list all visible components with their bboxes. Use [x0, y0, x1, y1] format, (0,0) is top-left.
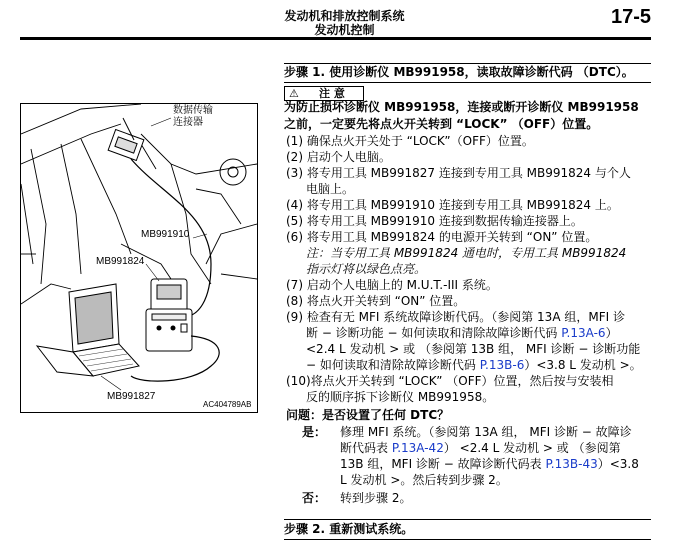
step1-item-6: (6) 将专用工具 MB991824 的电源开关转到 “ON” 位置。: [286, 230, 598, 244]
header-title: 发动机和排放控制系统: [284, 9, 405, 23]
step1-item-4: (4) 将专用工具 MB991910 连接到专用工具 MB991824 上。: [286, 198, 619, 212]
step1-note-1: 注：当专用工具 MB991824 通电时，专用工具 MB991824: [306, 246, 627, 260]
step1-item-5: (5) 将专用工具 MB991910 连接到数据传输连接器上。: [286, 214, 583, 228]
yes-line2: [340, 440, 621, 456]
no-text: 转到步骤 2。: [340, 491, 412, 505]
header-rule: [20, 37, 651, 40]
step1-item-2: (2) 启动个人电脑。: [286, 150, 391, 164]
link-p13b-6[interactable]: P.13B-6: [479, 358, 525, 372]
figure-label-mb991827: MB991827: [107, 391, 156, 402]
step1-item-1: (1) 确保点火开关处于 “LOCK”（OFF）位置。: [286, 134, 534, 148]
step1-heading: 步骤 1. 使用诊断仪 MB991958，读取故障诊断代码 （DTC）。: [284, 65, 634, 79]
link-p13a-42[interactable]: P.13A-42: [391, 441, 444, 455]
caution-line-1: 为防止损坏诊断仪 MB991958，连接或断开诊断仪 MB991958: [284, 100, 639, 114]
figure-label-connector: [173, 105, 213, 129]
figure-label-mb991910: MB991910: [141, 229, 190, 240]
step2-top-rule: [284, 519, 651, 520]
warning-icon: ⚠: [289, 87, 299, 100]
link-p13b-43[interactable]: P.13B-43: [545, 457, 598, 471]
item9-text-b: ）: [605, 326, 618, 340]
yes-line3: [340, 456, 639, 472]
step1-item-3-cont: 电脑上。: [306, 182, 355, 196]
figure-label-connector-line1: 数据传输: [173, 105, 213, 116]
diagnostic-connection-figure: [20, 103, 258, 413]
yes-label: 是：: [302, 425, 327, 439]
step1-note-2: 指示灯将以绿色点亮。: [306, 262, 427, 276]
step1-item-10-line2: 反的顺序拆下诊断仪 MB991958。: [306, 390, 495, 404]
yes-text-b: ） <2.4 L 发动机 > 或 （参阅第: [443, 441, 621, 455]
question: 问题：是否设置了任何 DTC？: [286, 408, 450, 422]
step2-bottom-rule: [284, 539, 651, 540]
header-subtitle: 发动机控制: [314, 23, 375, 37]
no-label: 否：: [302, 491, 327, 505]
figure-label-mb991824: MB991824: [96, 256, 145, 267]
step1-item-10-line1: (10)将点火开关转到 “LOCK” （OFF）位置，然后按与安装相: [286, 374, 614, 388]
link-p13a-6[interactable]: P.13A-6: [561, 326, 606, 340]
step1-item-8: (8) 将点火开关转到 “ON” 位置。: [286, 294, 466, 308]
caution-label: 注 意: [319, 87, 345, 100]
yes-text-d: ）<3.8: [597, 457, 639, 471]
item9-text-c: − 如何读取和清除故障诊断代码: [306, 358, 480, 372]
yes-text-c: 13B 组，MFI 诊断 − 故障诊断代码表: [340, 457, 546, 471]
caution-line-2: 之前，一定要先将点火开关转到 “LOCK” （OFF）位置。: [284, 117, 599, 131]
yes-line1: 修理 MFI 系统。（参阅第 13A 组， MFI 诊断 − 故障诊: [340, 425, 632, 439]
page-number: 17-5: [610, 6, 651, 28]
step1-bottom-rule: [284, 82, 651, 83]
item9-text-a: 断 − 诊断功能 − 如何读取和清除故障诊断代码: [306, 326, 562, 340]
figure-code: AC404789AB: [203, 400, 252, 409]
step1-item-7: (7) 启动个人电脑上的 M.U.T.-III 系统。: [286, 278, 498, 292]
step2-heading: 步骤 2. 重新测试系统。: [284, 522, 414, 536]
yes-line4: L 发动机 >。然后转到步骤 2。: [340, 473, 508, 487]
figure-label-connector-line2: 连接器: [173, 117, 203, 128]
step1-item-3: (3) 将专用工具 MB991827 连接到专用工具 MB991824 与个人: [286, 166, 631, 180]
step1-item-9-line4: [306, 357, 642, 373]
step1-item-9-line1: (9) 检查有无 MFI 系统故障诊断代码。（参阅第 13A 组，MFI 诊: [286, 310, 625, 324]
step1-item-9-line3: <2.4 L 发动机 > 或 （参阅第 13B 组， MFI 诊断 − 诊断功能: [306, 342, 641, 356]
yes-text-a: 断代码表: [340, 441, 392, 455]
item9-text-d: ）<3.8 L 发动机 >。: [524, 358, 642, 372]
step1-item-9-line2: [306, 325, 618, 341]
